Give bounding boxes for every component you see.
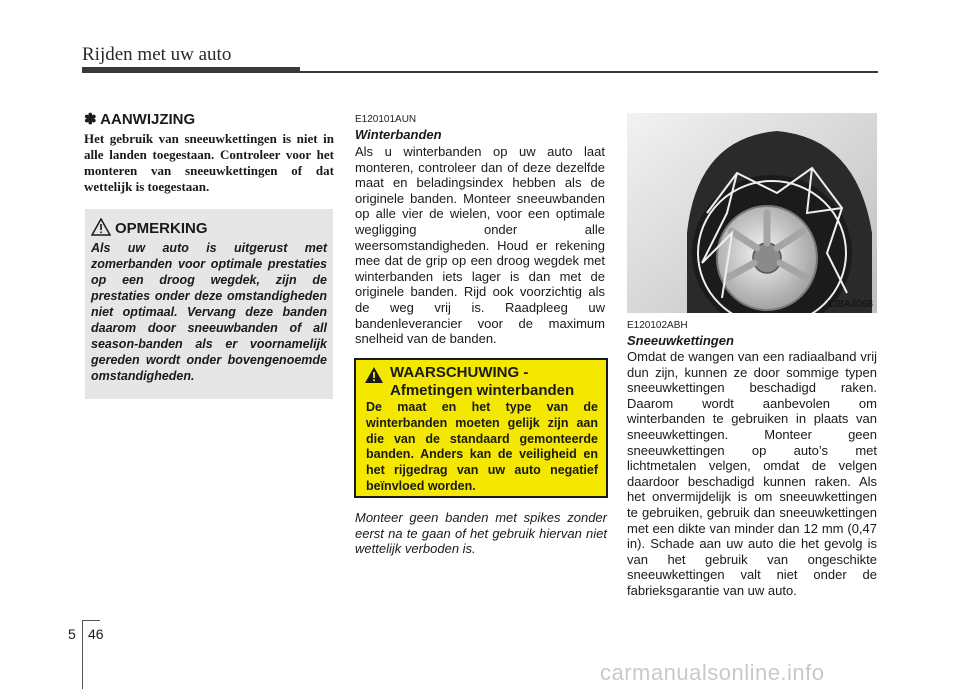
watermark-text: carmanualsonline.info (600, 660, 825, 685)
winter-body: Als u winterbanden op uw auto laat monteren, controleer dan of deze dezelfde maat en beladingsindex hebben als de originele banden. Monteer sneeuwbanden op alle vier de wielen, voor een optimale wegligging onder alle weersomstandigheden. Houd er rekening mee dat de grip op een droog wegdek met winterbanden iets lager is dan met de originele banden. Rijd ook voorzichtig als de weg vrij is. Raadpleeg uw bandenleverancier voor de maximum snelheid van de banden. (355, 144, 605, 347)
caution-triangle-icon (91, 218, 111, 236)
tire-chain-photo (627, 113, 877, 313)
footer-vertical-rule (82, 620, 83, 689)
remark-body: Als uw auto is uitgerust met zomerbanden voor optimale prestaties op een droog wegdek, zijn de prestaties onder deze omstandigheden niet optimaal. Vervang deze banden daarom door sneeuwbanden of all season-banden als er voornamelijk gereden wordt onder bovengenoemde omstandigheden. (91, 241, 327, 383)
warning-subtitle: Afmetingen winterbanden (390, 382, 575, 399)
header-rule-thick (82, 67, 300, 73)
winter-code: E120101AUN (355, 114, 417, 125)
header-rule-thin (300, 71, 878, 73)
note-heading: ✽ AANWIJZING (84, 111, 196, 128)
tire-with-snow-chain-icon (627, 113, 877, 313)
remark-box (85, 209, 333, 399)
warning-title: WAARSCHUWING - (390, 364, 529, 381)
warning-box (354, 358, 608, 498)
note-body: Het gebruik van sneeuwkettingen is niet in alle landen toegestaan. Controleer voor het monteren van sneeuwkettingen of dat wettelijk is toegestaan. (84, 131, 334, 194)
chapter-number: 5 (68, 626, 76, 642)
page-number: 46 (88, 626, 104, 642)
winter-heading: Winterbanden (355, 127, 442, 142)
chains-code: E120102ABH (627, 320, 688, 331)
spikes-note: Monteer geen banden met spikes zonder eerst na te gaan of het gebruik hiervan niet wettelijk verboden is. (355, 510, 607, 557)
footer-horizontal-rule (82, 620, 100, 621)
photo-caption: 1JBA4068 (826, 299, 873, 310)
warning-triangle-icon (364, 366, 384, 384)
chains-body: Omdat de wangen van een radiaalband vrij dun zijn, kunnen ze door sommige typen sneeuwkettingen beschadigd raken. Daarom wordt aanbevolen om winterbanden te gebruiken in plaats van sneeuwkettingen. Monteer geen sneeuwkettingen op auto’s met lichtmetalen velgen, omdat de velgen daardoor beschadigd kunnen raken. Als het onvermijdelijk is om sneeuwkettingen te gebruiken, gebruik dan sneeuwkettingen met een dikte van minder dan 12 mm (0,47 in). Schade aan uw auto die het gevolg is van het gebruik van ongeschikte sneeuwkettingen valt niet onder de fabrieksgarantie van uw auto. (627, 349, 877, 598)
chains-heading: Sneeuwkettingen (627, 333, 734, 348)
warning-body: De maat en het type van de winterbanden moeten gelijk zijn aan die van de standaard gemonteerde banden. Anders kan de veiligheid en het rijgedrag van uw auto negatief beïnvloed worden. (366, 400, 598, 493)
remark-title: OPMERKING (115, 220, 208, 237)
page-header-title: Rijden met uw auto (82, 44, 232, 65)
